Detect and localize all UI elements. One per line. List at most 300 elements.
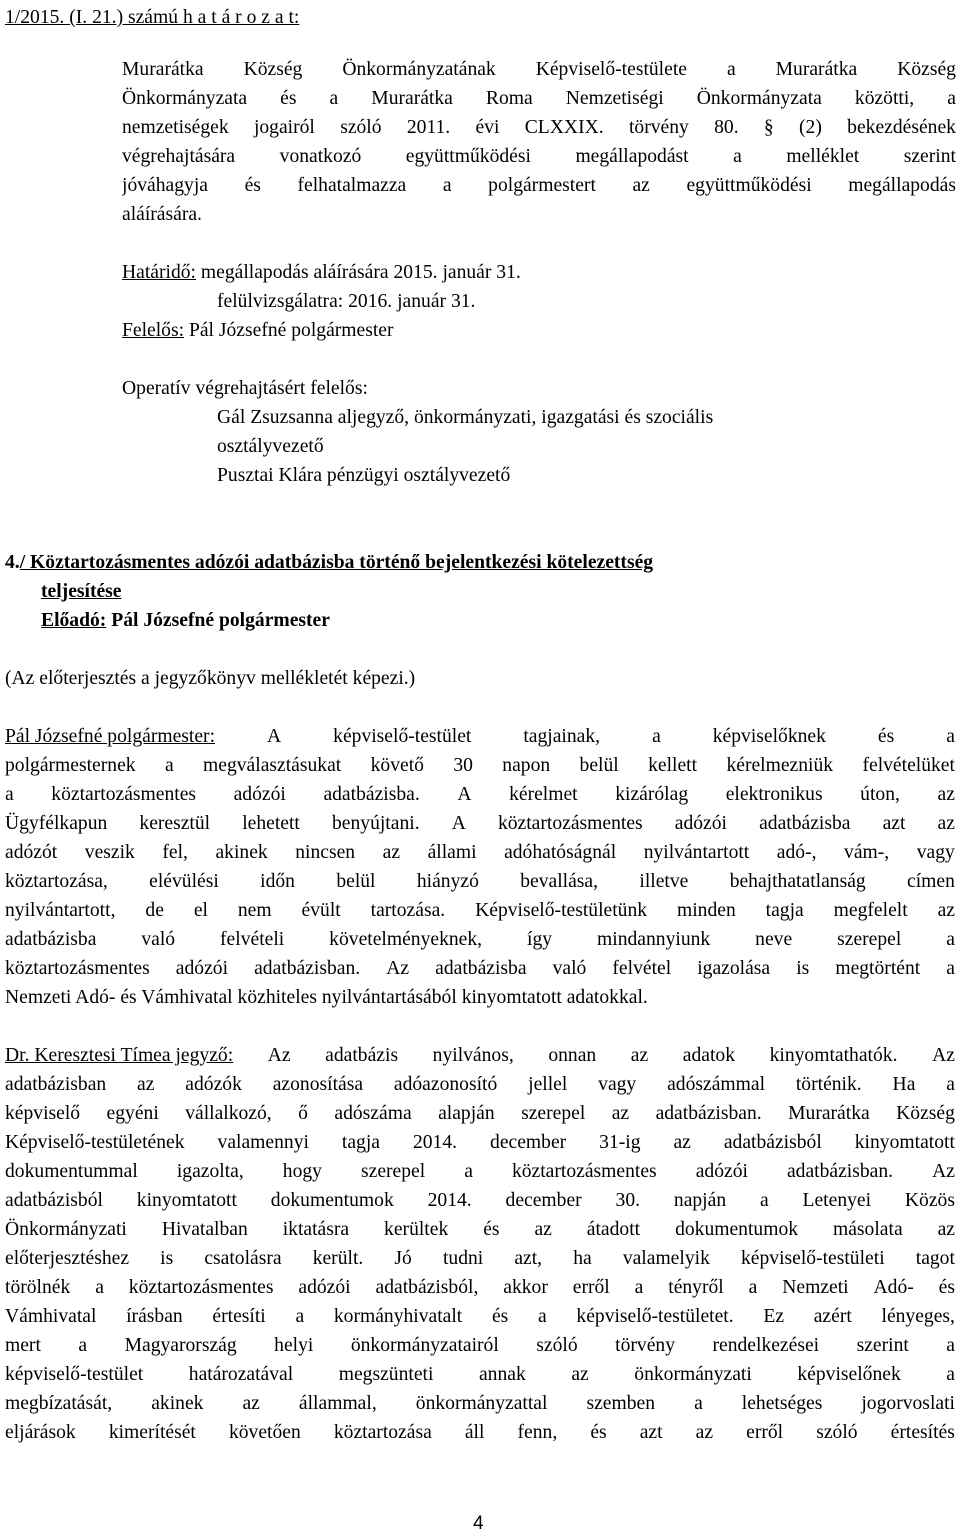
word: törvény [628, 117, 689, 138]
word: felhatalmazza [297, 175, 407, 196]
word: adózói [674, 813, 727, 834]
word: és [280, 88, 297, 109]
word: csatolásra [204, 1248, 282, 1269]
word: 30. [615, 1190, 641, 1211]
word: szerint [856, 1335, 909, 1356]
word: képviselő-testületet. [576, 1306, 734, 1327]
speech2-line [5, 1102, 955, 1126]
word: Nemzeti [782, 1277, 849, 1298]
word: tudni [442, 1248, 484, 1269]
word: 31-ig [599, 1132, 641, 1153]
word: a [464, 1161, 473, 1182]
presenter-label: Előadó: [41, 610, 107, 631]
word: kinyomtatott [136, 1190, 237, 1211]
speech-line [5, 899, 955, 923]
word: jogorvoslati [861, 1393, 955, 1414]
operative-label: Operatív végrehajtásért felelős: [122, 378, 368, 399]
word: kimerítését [108, 1422, 196, 1443]
word: nyilvántartott [643, 842, 750, 863]
word: kizárólag [615, 784, 689, 805]
word: törölnék [5, 1277, 71, 1298]
word: való [141, 929, 176, 950]
word: adatbázisba [759, 813, 851, 834]
word: írásban [126, 1306, 183, 1327]
word: minden [676, 900, 736, 921]
word: alapján [438, 1103, 495, 1124]
word: Község [897, 59, 956, 80]
word: lehetett [242, 813, 300, 834]
word: a [947, 88, 956, 109]
word: képviselőnek [797, 1364, 901, 1385]
word: az [673, 1132, 691, 1153]
word: Képviselő-testületének [5, 1132, 185, 1153]
word: lehetséges [741, 1393, 823, 1414]
responsible-label: Felelős: [122, 320, 185, 341]
presenter-name: Pál Józsefné polgármester [106, 610, 330, 631]
word: vagy [598, 1074, 637, 1095]
word: adózók [185, 1074, 242, 1095]
word: megfelelt [833, 900, 908, 921]
word: 2014. [412, 1132, 458, 1153]
deadline-label: Határidő: [122, 262, 196, 283]
word: került. [312, 1248, 364, 1269]
word: tagja [341, 1132, 380, 1153]
word: az [242, 1393, 260, 1414]
responsible-value: Pál Józsefné polgármester [184, 320, 394, 341]
word: egyéni [106, 1103, 159, 1124]
word: adatbázisban. [786, 1161, 894, 1182]
word: mert [5, 1335, 41, 1356]
word: felvételüket [862, 755, 955, 776]
word: köztartozásmentes [497, 813, 643, 834]
word: a [694, 1393, 703, 1414]
word: történik. [795, 1074, 862, 1095]
word: a [946, 1074, 955, 1095]
word: köztartozása [333, 1422, 432, 1443]
word: a [5, 784, 14, 805]
word: Ez [763, 1306, 785, 1327]
word: képviselő-testületi [740, 1248, 885, 1269]
presenter-row [41, 609, 330, 633]
word: Murarátka [775, 59, 858, 80]
word: ha [573, 1248, 592, 1269]
word: neve [755, 929, 793, 950]
word: illetve [639, 871, 689, 892]
word: nemzetiségek [122, 117, 229, 138]
word: belül [336, 871, 376, 892]
word: a [733, 146, 742, 167]
word: képviselőknek [712, 726, 826, 747]
word: Jó [394, 1248, 412, 1269]
word: behajthatatlanság [729, 871, 866, 892]
word: Magyarország [124, 1335, 237, 1356]
word: nem [237, 900, 272, 921]
resolution-line [122, 58, 956, 82]
word: a [946, 1364, 955, 1385]
word: nincsen [295, 842, 356, 863]
word: december [505, 1190, 582, 1211]
word: az [611, 1103, 630, 1124]
word: Közös [904, 1190, 955, 1211]
word: Roma [485, 88, 533, 109]
word: valamennyi [217, 1132, 309, 1153]
word: határozatával [188, 1364, 294, 1385]
word: a [442, 175, 452, 196]
word: az [937, 784, 955, 805]
word: adóhatóságnál [504, 842, 617, 863]
word: Murarátka [371, 88, 453, 109]
word: eljárások [5, 1422, 76, 1443]
agenda-number: 4. [5, 552, 20, 573]
word: azt, [514, 1248, 543, 1269]
speech-line-last: Nemzeti Adó- és Vámhivatal közhiteles nyilvántartásából kinyomtatott adatokkal. [5, 987, 648, 1008]
word: időn [260, 871, 295, 892]
word: mindannyiunk [597, 929, 711, 950]
word: és [877, 726, 895, 747]
word: adatbázisban. [254, 958, 361, 979]
word: köztartozásmentes [51, 784, 197, 805]
word: a [78, 1335, 88, 1356]
word: is [160, 1248, 174, 1269]
word: adatbázisba. [323, 784, 420, 805]
word: Önkormányzata [696, 88, 822, 109]
word: adózói [695, 1161, 748, 1182]
word: adózót [5, 842, 58, 863]
word: Ha [892, 1074, 916, 1095]
word: 2011. [406, 117, 451, 138]
word: Az [932, 1045, 955, 1066]
word: Letenyei [802, 1190, 872, 1211]
word: tagja [765, 900, 804, 921]
word: melléklet [786, 146, 860, 167]
word: értesítés [890, 1422, 955, 1443]
word: előterjesztéshez [5, 1248, 130, 1269]
word: nyilvántartott, [5, 900, 116, 921]
speech-line [5, 870, 955, 894]
word: erről [572, 1277, 610, 1298]
word: is [796, 958, 810, 979]
word: a [759, 1190, 769, 1211]
operative-person-1: Gál Zsuzsanna aljegyző, önkormányzati, igazgatási és szociális [217, 407, 714, 428]
word: 2014. [427, 1190, 472, 1211]
word: A [451, 813, 466, 834]
attachment-note: (Az előterjesztés a jegyzőkönyv mellékletét képezi.) [5, 668, 416, 689]
word: jogairól [253, 117, 315, 138]
speech2-line [5, 1160, 955, 1184]
word: a [946, 929, 955, 950]
agenda-title-text: / Köztartozásmentes adózói adatbázisba történő bejelentkezési kötelezettség [19, 552, 654, 573]
word: azt [639, 1422, 663, 1443]
word: megállapodás [848, 175, 956, 196]
word: elektronikus [725, 784, 823, 805]
word: nyilvános, [432, 1045, 514, 1066]
word: kérelmezniük [726, 755, 834, 776]
word: dokumentummal [5, 1161, 138, 1182]
speech-line [5, 754, 955, 778]
word: azonosítása [272, 1074, 364, 1095]
word: és [483, 1219, 500, 1240]
speech2-line [5, 1131, 955, 1155]
word: a [634, 1277, 644, 1298]
word: köztartozásmentes [5, 958, 150, 979]
agenda-title [5, 551, 653, 575]
word: a [538, 1306, 547, 1327]
review-deadline: felülvizsgálatra: 2016. január 31. [217, 291, 476, 312]
word: fel, [162, 842, 188, 863]
speaker-mayor: Pál Józsefné polgármester: [5, 726, 216, 747]
word: értesíti [212, 1306, 266, 1327]
word: úton, [860, 784, 900, 805]
word: fenn, [517, 1422, 558, 1443]
word: képviselő-testület [333, 726, 472, 747]
speaker-notary: Dr. Keresztesi Tímea jegyző: [5, 1045, 234, 1066]
deadline-row [122, 261, 521, 285]
speech2-line [5, 1218, 955, 1242]
word: szerepel [837, 929, 902, 950]
word: adószámmal [667, 1074, 766, 1095]
word: Önkormányzata [122, 88, 248, 109]
word: CLXXIX. [524, 117, 604, 138]
speech-line [5, 783, 955, 807]
word: A [267, 726, 282, 747]
word: kellett [648, 755, 698, 776]
word: állammal, [298, 1393, 377, 1414]
word: évi [475, 117, 500, 138]
word: képviselő [5, 1103, 81, 1124]
word: szerepel [361, 1161, 426, 1182]
word: iktatásra [282, 1219, 350, 1240]
word: a [946, 958, 955, 979]
word: önkormányzati [634, 1364, 752, 1385]
word: az [571, 1364, 589, 1385]
word: végrehajtására [122, 146, 236, 167]
word: és [590, 1422, 607, 1443]
word: polgármesternek [5, 755, 136, 776]
word: kérelmet [509, 784, 578, 805]
word: adózói [175, 958, 229, 979]
word: az [695, 1422, 714, 1443]
word: megválasztásukat [203, 755, 342, 776]
word: évült [301, 900, 341, 921]
word: december [490, 1132, 567, 1153]
word: Az [267, 1045, 291, 1066]
word: a [946, 726, 955, 747]
word: polgármestert [488, 175, 596, 196]
word: annak [478, 1364, 526, 1385]
word: Nemzetiségi [565, 88, 664, 109]
page-number: 4 [473, 1513, 484, 1534]
word: § [763, 117, 774, 138]
word: el [193, 900, 208, 921]
word: adatok [682, 1045, 736, 1066]
word: dokumentumok [270, 1190, 394, 1211]
resolution-line [122, 174, 956, 198]
word: jóváhagyja [122, 175, 208, 196]
speech-line [5, 957, 955, 981]
resolution-line [122, 116, 956, 140]
word: akkor [503, 1277, 548, 1298]
word: címen [907, 871, 955, 892]
word: az [382, 842, 401, 863]
word: adatbázisból [723, 1132, 822, 1153]
word: a [946, 1335, 955, 1356]
word: tartozása. [370, 900, 446, 921]
resolution-line [122, 145, 956, 169]
speech-line [5, 928, 955, 952]
speech2-line [5, 1363, 955, 1387]
word: szóló [536, 1335, 578, 1356]
word: hogy [282, 1161, 322, 1182]
word: akinek [151, 1393, 204, 1414]
word: keresztül [139, 813, 211, 834]
word: köztartozásmentes [511, 1161, 657, 1182]
word: átadott [586, 1219, 641, 1240]
speech-line [5, 812, 955, 836]
word: szerepel [521, 1103, 586, 1124]
word: az [534, 1219, 552, 1240]
word: szóló [340, 117, 382, 138]
word: felvétel [612, 958, 672, 979]
word: másolata [833, 1219, 903, 1240]
word: adózói [298, 1277, 351, 1298]
word: vállalkozó, [185, 1103, 272, 1124]
word: önkormányzattal [415, 1393, 548, 1414]
speech2-line-first [5, 1044, 955, 1068]
word: vagy [916, 842, 955, 863]
word: adatbázisba [435, 958, 527, 979]
word: az [630, 1045, 649, 1066]
word: ő [298, 1103, 308, 1124]
word: Az [386, 958, 410, 979]
word: követő [370, 755, 424, 776]
word: felvételi [220, 929, 285, 950]
speech2-line [5, 1247, 955, 1271]
word: vonatkozó [279, 146, 362, 167]
word: áll [464, 1422, 485, 1443]
word: Község [243, 59, 303, 80]
speech2-line [5, 1189, 955, 1213]
word: igazolása [697, 958, 771, 979]
word: az [937, 813, 955, 834]
word: akinek [215, 842, 268, 863]
word: de [145, 900, 164, 921]
resolution-number: 1/2015. (I. 21.) számú h a t á r o z a t: [5, 7, 300, 28]
word: rendelkezései [712, 1335, 820, 1356]
word: adó-, [776, 842, 817, 863]
word: Önkormányzati [5, 1219, 127, 1240]
word: adózói [233, 784, 286, 805]
word: együttműködési [405, 146, 531, 167]
word: a [652, 726, 661, 747]
word: adatbázisból [5, 1190, 103, 1211]
word: Adó- [873, 1277, 914, 1298]
resolution-line [122, 87, 956, 111]
word: a [295, 1306, 305, 1327]
word: való [552, 958, 587, 979]
word: igazolta, [176, 1161, 244, 1182]
word: Község [896, 1103, 955, 1124]
word: veszik [84, 842, 135, 863]
word: szemben [586, 1393, 656, 1414]
word: követően [228, 1422, 301, 1443]
word: köztartozásmentes [128, 1277, 274, 1298]
word: Ügyfélkapun [5, 813, 108, 834]
word: napon [502, 755, 551, 776]
word: megszünteti [338, 1364, 434, 1385]
word: elévülési [149, 871, 219, 892]
word: kinyomtatott [854, 1132, 955, 1153]
word: hiányzó [416, 871, 479, 892]
word: adószáma [334, 1103, 412, 1124]
word: az [632, 175, 650, 196]
word: benyújtani. [331, 813, 420, 834]
deadline-value: megállapodás aláírására 2015. január 31. [196, 262, 521, 283]
word: dokumentumok [675, 1219, 799, 1240]
word: és [938, 1277, 955, 1298]
word: önkormányzatairól [350, 1335, 499, 1356]
word: bevallása, [520, 871, 599, 892]
word: adatbázis [325, 1045, 399, 1066]
word: közötti, [854, 88, 915, 109]
word: jellel [528, 1074, 568, 1095]
word: így [527, 929, 553, 950]
word: kinyomtathatók. [769, 1045, 898, 1066]
word: Vámhivatal [5, 1306, 97, 1327]
word: és [244, 175, 261, 196]
speech2-line [5, 1421, 955, 1445]
word: vám-, [844, 842, 890, 863]
word: tagot [915, 1248, 955, 1269]
resolution-line-last: aláírására. [122, 204, 202, 225]
word: A [457, 784, 472, 805]
word: követelményeknek, [329, 929, 483, 950]
word: és [491, 1306, 509, 1327]
operative-person-2: Pusztai Klára pénzügyi osztályvezető [217, 465, 511, 486]
word: napján [673, 1190, 727, 1211]
speech2-line [5, 1305, 955, 1329]
word: Önkormányzatának [342, 59, 496, 80]
word: Murarátka [788, 1103, 870, 1124]
word: Képviselő-testületünk [475, 900, 648, 921]
word: kerültek [384, 1219, 449, 1240]
word: kormányhivatalt [333, 1306, 463, 1327]
word: együttműködési [686, 175, 812, 196]
word: Képviselő-testülete [535, 59, 687, 80]
word: a [95, 1277, 104, 1298]
word: azt [882, 813, 906, 834]
word: megbízatását, [5, 1393, 113, 1414]
responsible-row [122, 319, 394, 343]
word: adatbázisban [5, 1074, 107, 1095]
word: az [937, 1219, 955, 1240]
speech2-line [5, 1392, 955, 1416]
word: a [329, 88, 339, 109]
word: azért [813, 1306, 852, 1327]
word: adatbázisból, [375, 1277, 479, 1298]
word: Az [932, 1161, 955, 1182]
word: köztartozása, [5, 871, 108, 892]
word: szerint [903, 146, 956, 167]
word: állami [427, 842, 477, 863]
word: Hivatalban [161, 1219, 248, 1240]
word: lényeges, [881, 1306, 955, 1327]
speech-line [5, 841, 955, 865]
word: Murarátka [122, 59, 204, 80]
word: 80. [714, 117, 739, 138]
word: erről [746, 1422, 784, 1443]
speech-line-first [5, 725, 955, 749]
word: törvény [615, 1335, 675, 1356]
